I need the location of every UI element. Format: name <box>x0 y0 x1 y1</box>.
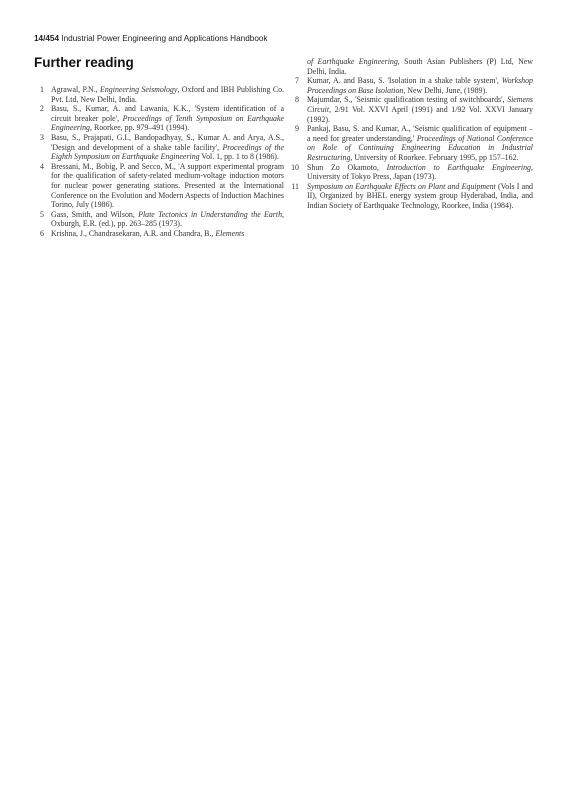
reference-number: 10 <box>291 162 299 172</box>
reference-item: 3 Basu, S., Prajapati, G.I., Bandopadhyay, S., Kumar A. and Arya, A.S., 'Design and development of a shake table facility', Proceedings of the Eighth Symposium on Earthquake Engineering Vol. 1, pp. 1 to 8 (1986). <box>34 133 284 162</box>
reference-item: 4 Bressani, M., Bobig, P. and Secco, M., 'A support experimental program for the qualification of safety-related medium-voltage induction motors for nuclear power generating stations. Presented at the International Conference on the Evolution and Modern Aspects of Induction Machines Torino, July (1986). <box>34 162 284 210</box>
reference-item: 11 Symposium on Earthquake Effects on Plant and Equipment (Vols I and II), Organized by BHEL energy system group Hyderabad, India, and Indian Society of Earthquake Technology, Roorkee, India (1984). <box>283 182 533 211</box>
reference-number: 3 <box>40 132 44 142</box>
reference-number: 2 <box>40 104 44 114</box>
running-header <box>34 34 268 43</box>
reference-number: 5 <box>40 209 44 219</box>
reference-number: 4 <box>40 161 44 171</box>
reference-item: 1 Agrawal, P.N., Engineering Seismology, Oxford and IBH Publishing Co. Pvt. Ltd, New Delhi, India. <box>34 85 284 104</box>
section-title: Further reading <box>34 55 134 70</box>
reference-number: 1 <box>40 85 44 94</box>
reference-item: 9 Pankaj, Basu, S. and Kumar, A., 'Seismic qualification of equipment – a need for greater understanding,' Proceedings of National Conference on Role of Continuing Engineering Education in Industrial Restructuring, University of Roorkee. February 1995, pp 157–162. <box>283 124 533 162</box>
reference-item: 8 Majumdar, S., 'Seismic qualification testing of switchboards', Siemens Circuit, 2/91 Vol. XXVI April (1991) and 1/92 Vol. XXVI January (1992). <box>283 95 533 124</box>
book-title: Industrial Power Engineering and Applications Handbook <box>61 34 268 43</box>
reference-item: 6 Krishna, J., Chandrasekaran, A.R. and Chandra, B., Elements <box>34 229 284 239</box>
reference-item: 10 Shun Zo Okamoto, Introduction to Earthquake Engineering, University of Tokyo Press, Japan (1973). <box>283 163 533 182</box>
reference-item-continued: of Earthquake Engineering, South Asian Publishers (P) Ltd, New Delhi, India. <box>307 57 533 76</box>
reference-number: 8 <box>295 95 299 105</box>
reference-item: 5 Gass, Smith, and Wilson, Plate Tectonics in Understanding the Earth, Oxburgh, E.R. (ed.), pp. 263–285 (1973). <box>34 210 284 229</box>
reference-number: 9 <box>295 124 299 134</box>
reference-item: 2 Basu, S., Kumar, A. and Lawania, K.K., 'System identification of a circuit breaker pole', Proceedings of Tenth Symposium on Earthquake Engineering, Roorkee, pp. 979–491 (1994). <box>34 104 284 133</box>
references-right-column <box>283 57 533 211</box>
reference-number: 11 <box>291 181 299 191</box>
reference-number: 6 <box>40 228 44 238</box>
page-number: 14/454 <box>34 34 60 43</box>
reference-number: 7 <box>295 76 299 86</box>
reference-item: 7 Kumar, A. and Basu, S. 'Isolation in a shake table system', Workshop Proceedings on Base Isolation, New Delhi, June, (1989). <box>283 76 533 95</box>
references-left-column <box>34 85 284 239</box>
